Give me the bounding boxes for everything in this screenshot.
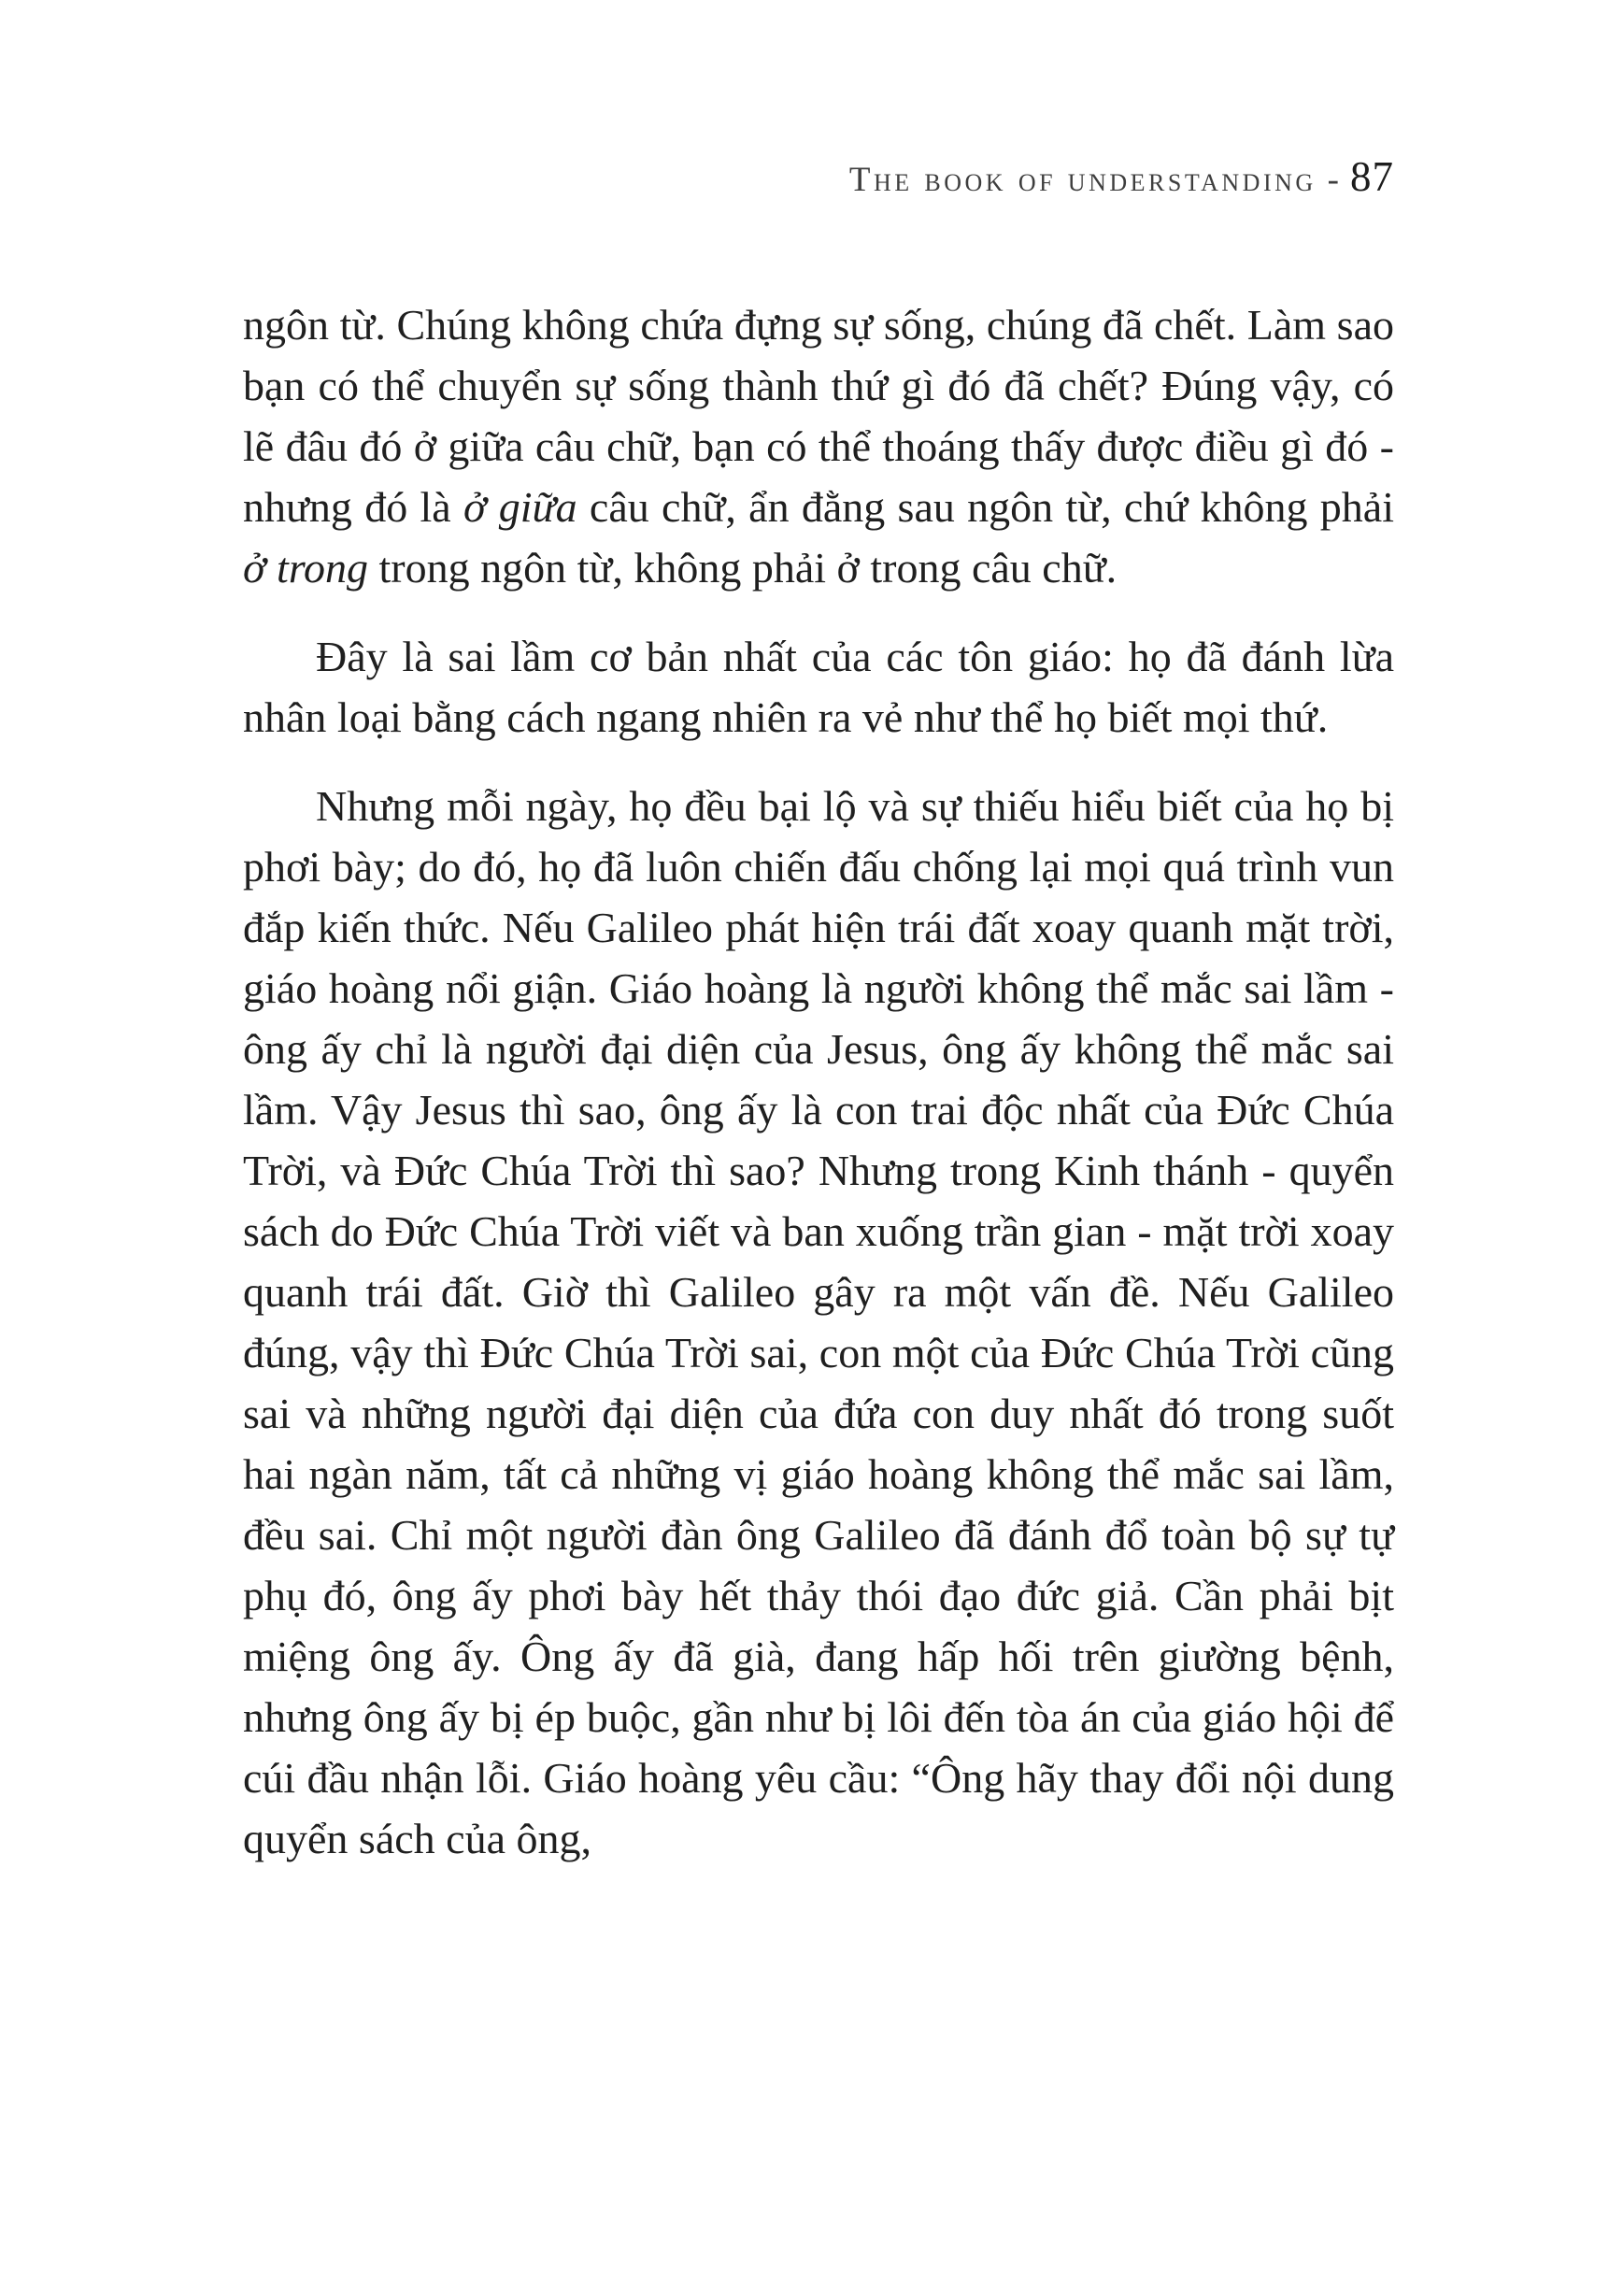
running-header-title: The book of understanding [848,161,1317,199]
running-header-separator: - [1327,161,1339,199]
paragraph-text-segment-italic: ở trong [243,544,369,592]
running-header [243,152,1394,201]
paragraph [243,776,1394,1869]
page-body-text [243,294,1394,1897]
paragraph-text-segment: Đây là sai lầm cơ bản nhất của các tôn giáo: họ đã đánh lừa nhân loại bằng cách ngang nhiên ra vẻ như thể họ biết mọi thứ. [243,633,1394,741]
paragraph-text-segment: trong ngôn từ, không phải ở trong câu chữ. [368,544,1118,592]
page-number: 87 [1350,153,1394,200]
paragraph [243,626,1394,748]
paragraph-text-segment: câu chữ, ẩn đằng sau ngôn từ, chứ không phải [577,483,1394,531]
paragraph-text-segment: Nhưng mỗi ngày, họ đều bại lộ và sự thiếu hiểu biết của họ bị phơi bày; do đó, họ đã luôn chiến đấu chống lại mọi quá trình vun đắp kiến thức. Nếu Galileo phát hiện trái đất xoay quanh mặt trời, giáo hoàng nổi giận. Giáo hoàng là người không thể mắc sai lầm - ông ấy chỉ là người đại diện của Jesus, ông ấy không thể mắc sai lầm. Vậy Jesus thì sao, ông ấy là con trai độc nhất của Đức Chúa Trời, và Đức Chúa Trời thì sao? Nhưng trong Kinh thánh - quyển sách do Đức Chúa Trời viết và ban xuống trần gian - mặt trời xoay quanh trái đất. Giờ thì Galileo gây ra một vấn đề. Nếu Galileo đúng, vậy thì Đức Chúa Trời sai, con một của Đức Chúa Trời cũng sai và những người đại diện của đứa con duy nhất đó trong suốt hai ngàn năm, tất cả những vị giáo hoàng không thể mắc sai lầm, đều sai. Chỉ một người đàn ông Galileo đã đánh đổ toàn bộ sự tự phụ đó, ông ấy phơi bày hết thảy thói đạo đức giả. Cần phải bịt miệng ông ấy. Ông ấy đã già, đang hấp hối trên giường bệnh, nhưng ông ấy bị ép buộc, gần như bị lôi đến tòa án của giáo hội để cúi đầu nhận lỗi. Giáo hoàng yêu cầu: “Ông hãy thay đổi nội dung quyển sách của ông, [243,782,1394,1862]
paragraph [243,294,1394,598]
paragraph-text-segment: ngôn từ. Chúng không chứa đựng sự sống, chúng đã chết. Làm sao bạn có thể chuyển sự sống thành thứ gì đó đã chết? Đúng vậy, có lẽ đâu đó ở giữa câu chữ, bạn có thể thoáng thấy được điều gì đó - nhưng đó là [243,301,1394,531]
paragraph-text-segment-italic: ở giữa [463,483,577,531]
